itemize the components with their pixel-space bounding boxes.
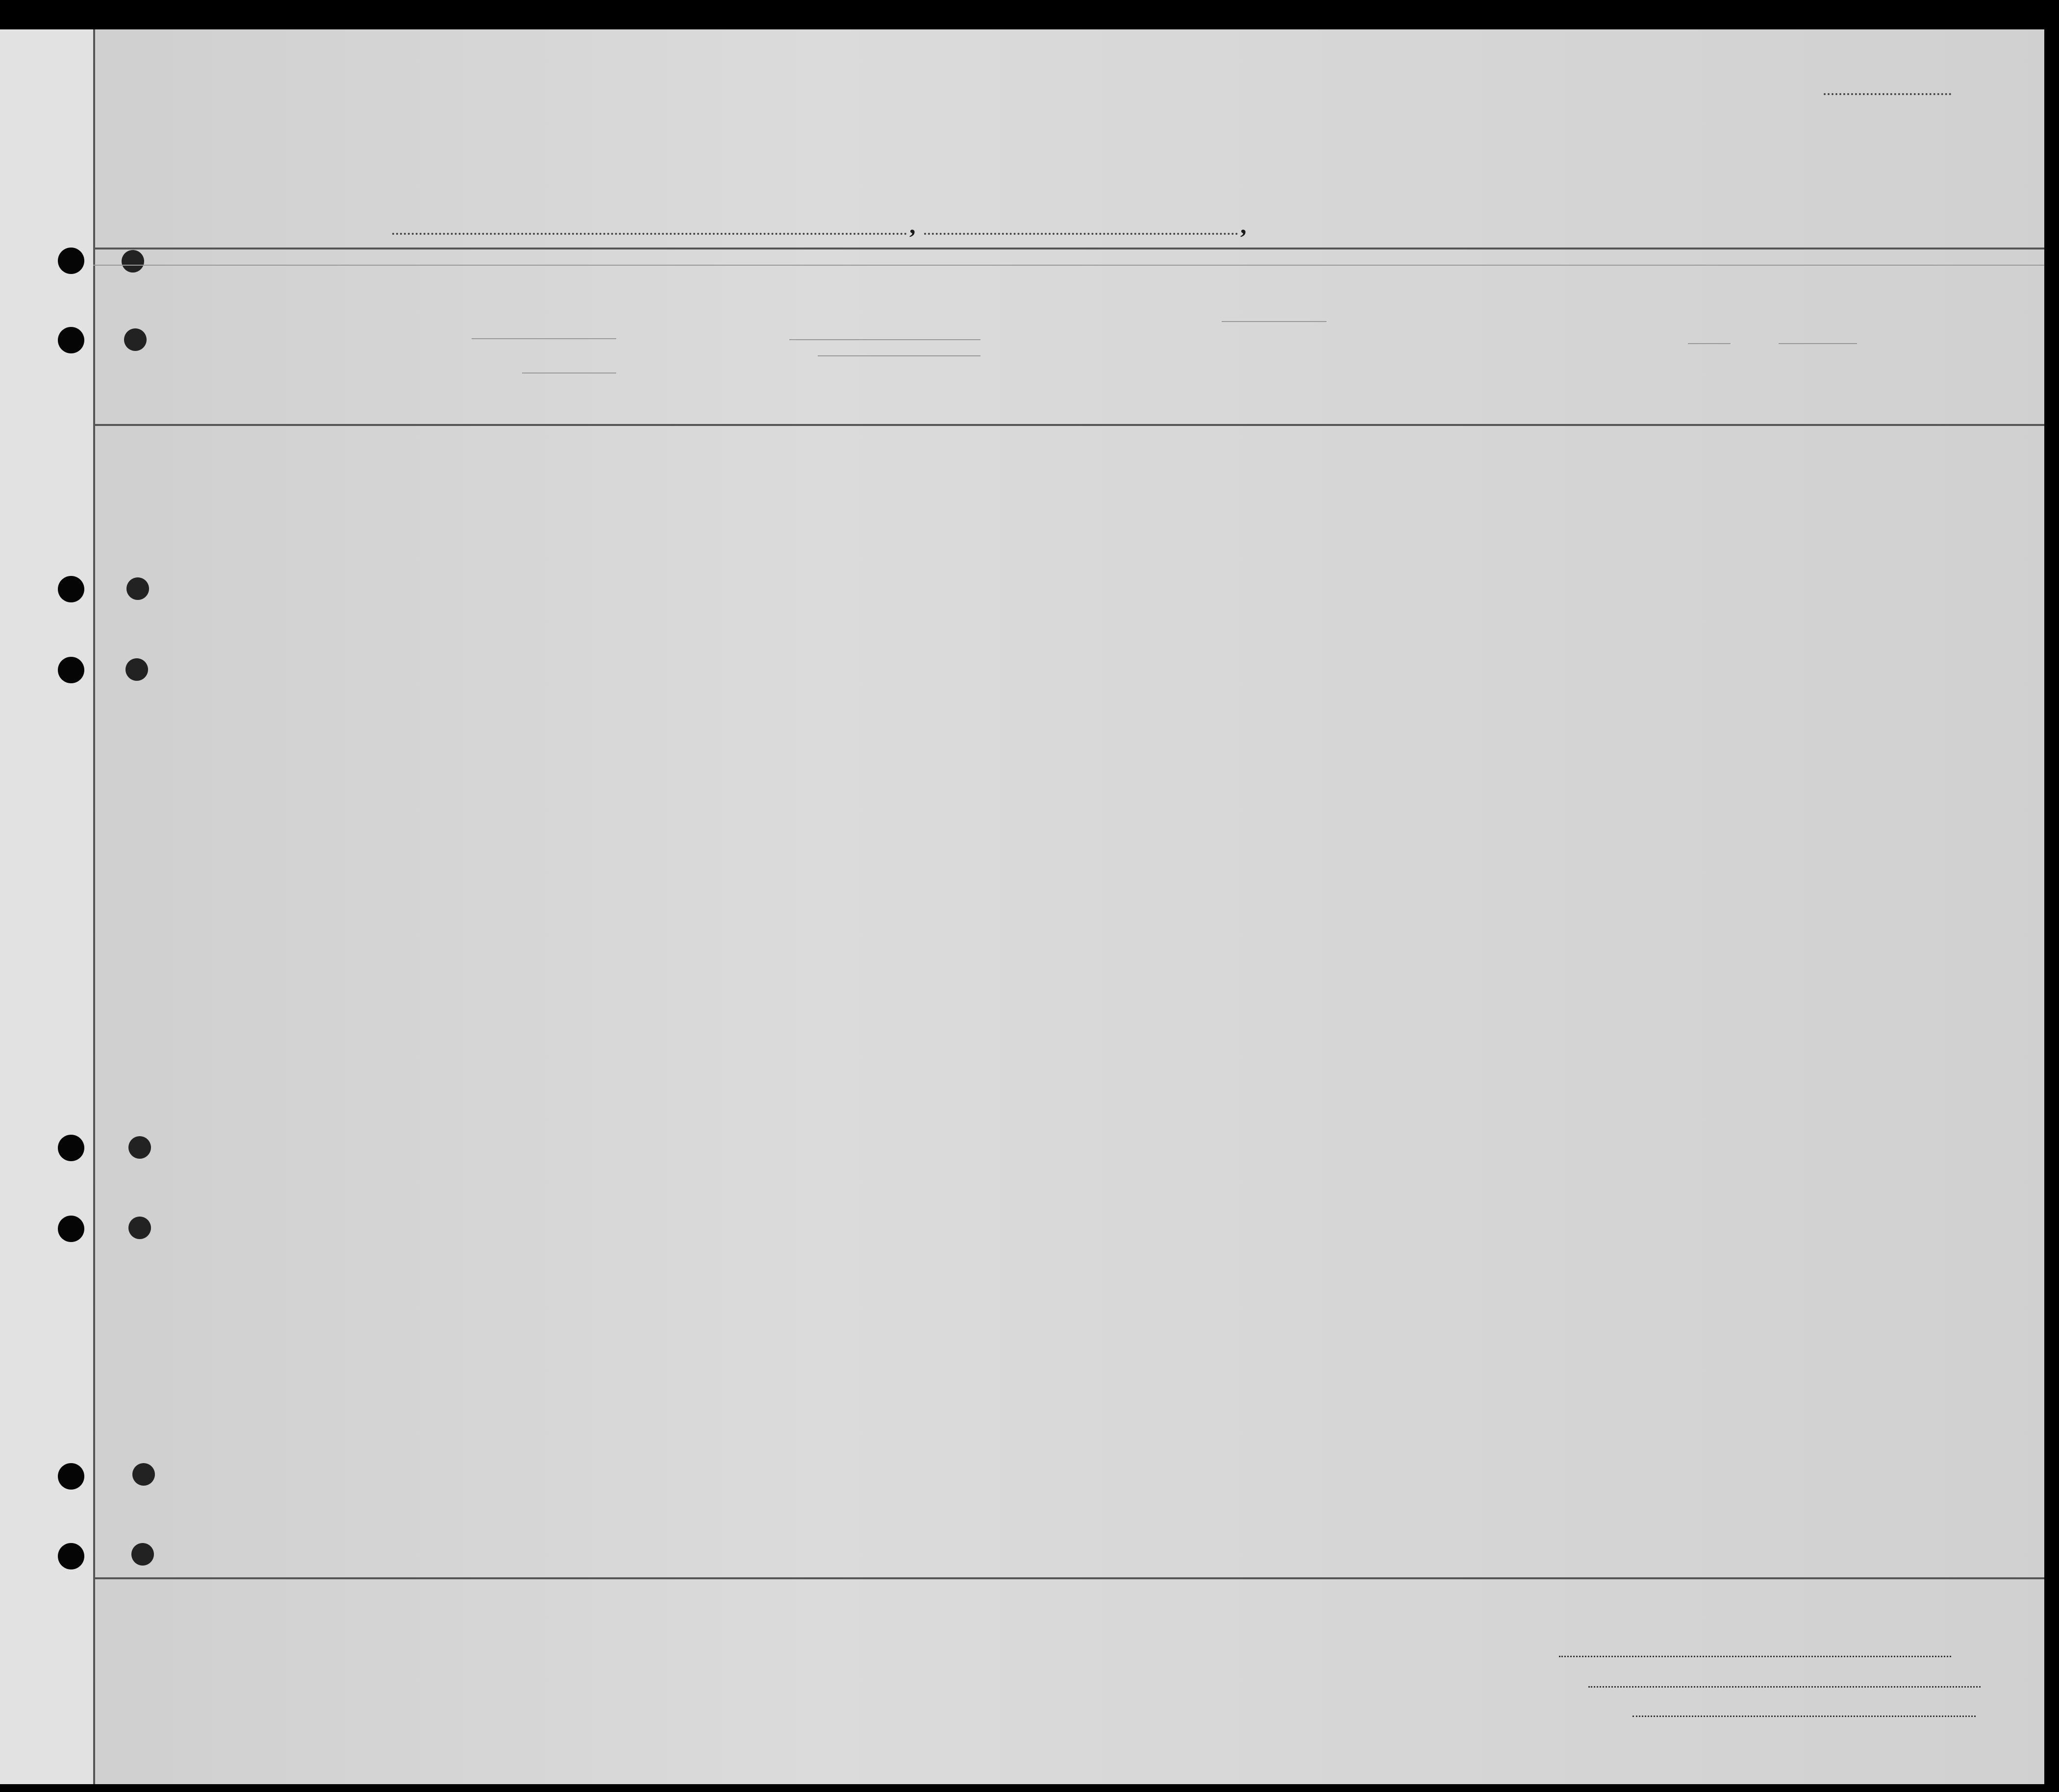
colnum-rule: [93, 265, 2044, 266]
header-bottom-rule: [93, 424, 2044, 426]
binding-hole: [58, 1216, 84, 1242]
binding-hole: [58, 1543, 84, 1569]
binding-hole: [132, 1463, 155, 1486]
binding-hole: [58, 657, 84, 683]
left-page-stub: [0, 29, 95, 1784]
binding-hole: [58, 1463, 84, 1490]
table-top-rule: [93, 248, 2044, 249]
rule: [472, 338, 616, 339]
list-line: [1824, 93, 1951, 95]
rule: [818, 355, 980, 356]
rule: [789, 339, 980, 340]
date-line: [924, 233, 1238, 235]
binding-hole: [131, 1543, 154, 1566]
rule: [1222, 321, 1327, 322]
binding-hole: [122, 250, 144, 273]
comma: ,: [909, 211, 916, 239]
manifest-sheet: [0, 29, 2044, 1784]
owners-value: [1588, 1686, 1981, 1688]
table-bottom-rule: [93, 1577, 2044, 1579]
line-value: [1559, 1656, 1951, 1657]
binding-hole: [126, 658, 148, 681]
binding-hole: [58, 327, 84, 353]
binding-hole: [128, 1136, 151, 1159]
binding-hole: [58, 248, 84, 274]
comma: ,: [1240, 211, 1247, 239]
rule: [1688, 343, 1731, 344]
binding-hole: [124, 328, 147, 351]
agents-value: [1632, 1716, 1976, 1717]
port-line: [392, 233, 907, 235]
binding-hole: [128, 1217, 151, 1239]
binding-hole: [126, 577, 149, 600]
binding-hole: [58, 1135, 84, 1161]
rule: [1779, 343, 1857, 344]
binding-hole: [58, 576, 84, 602]
